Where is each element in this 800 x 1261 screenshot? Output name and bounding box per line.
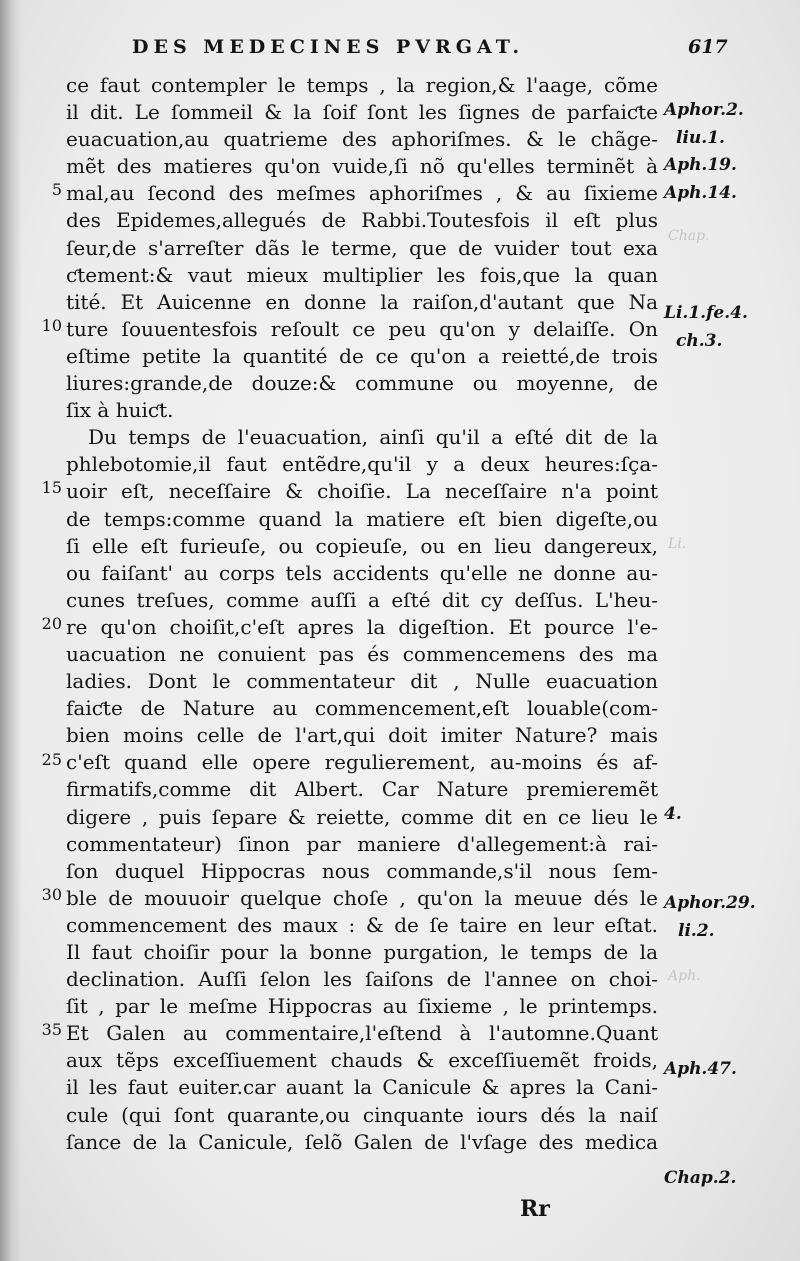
margin-reference: Aph.14.	[664, 183, 737, 203]
text-line: bien moins celle de l'art,qui doit imiter Nature? mais	[66, 723, 658, 748]
text-line: tité. Et Auicenne en donne la raiſon,d'autant que Na	[66, 289, 658, 314]
line-number: 30	[41, 885, 62, 904]
bleed-through-mark: Aph.	[668, 968, 701, 984]
text-line: faiƈte de Nature au commencement,eſt louable(com-	[66, 696, 658, 721]
text-line: ſon duquel Hippocras nous commande,s'il nous ſem-	[66, 858, 658, 883]
text-line: phlebotomie,il faut entẽdre,qu'il y a deux heures:ſça-	[66, 452, 658, 477]
margin-reference: Aph.19.	[664, 155, 737, 175]
text-line: re qu'on choiſit,c'eſt apres la digeſtion. Et pource l'e-	[66, 614, 658, 639]
text-line: ſance de la Canicule, ſelõ Galen de l'vſage des medica	[66, 1129, 658, 1154]
text-line: mẽt des matieres qu'on vuide,ſi nõ qu'elles terminẽt à	[66, 154, 658, 179]
bleed-through-mark: Chap.	[668, 228, 710, 244]
text-line: Du temps de l'euacuation, ainſi qu'il a eſté dit de la	[88, 425, 658, 450]
text-line: Il faut choiſir pour la bonne purgation, le temps de la	[66, 940, 658, 964]
line-number: 35	[41, 1020, 62, 1039]
margin-reference: Li.1.fe.4.	[664, 303, 748, 323]
line-number: 10	[41, 316, 62, 335]
body-text	[41, 72, 658, 1156]
text-line: ƈtement:& vaut mieux multiplier les fois,que la quan	[66, 262, 658, 287]
text-line: uoir eſt, neceſſaire & choiſie. La neceſſaire n'a point	[66, 479, 658, 504]
page-header	[0, 36, 800, 66]
margin-reference: Aph.47.	[664, 1059, 737, 1079]
line-number: 15	[41, 478, 62, 497]
text-line: de temps:comme quand la matiere eſt bien digeſte,ou	[66, 506, 658, 531]
line-number: 25	[41, 750, 62, 769]
margin-reference: 4.	[664, 804, 682, 824]
signature-mark: Rr	[520, 1196, 550, 1222]
margin-reference: ch.3.	[676, 331, 723, 351]
text-line: digere , puis ſepare & reiette, comme dit en ce lieu le	[66, 804, 658, 829]
text-line: il les faut euiter.car auant la Canicule & apres la Cani-	[66, 1075, 658, 1100]
text-line: eſtime petite la quantité de ce qu'on a reietté,de trois	[66, 343, 658, 368]
text-line: ce faut contempler le temps , la region,& l'aage, cõme	[66, 73, 658, 97]
text-line: mal,au ſecond des meſmes aphoriſmes , & au ſixieme	[66, 181, 658, 206]
text-line: il dit. Le ſommeil & la ſoif ſont les ſignes de parfaiƈte	[66, 100, 658, 125]
text-line: des Epidemes,allegués de Rabbi.Toutesfois il eſt plus	[66, 208, 658, 233]
line-number: 5	[51, 180, 62, 199]
text-line: commentateur) ſinon par maniere d'allegement:à rai-	[66, 831, 658, 856]
text-line: ſix à huiƈt.	[66, 398, 174, 423]
text-line: ture ſouuentesfois reſoult ce peu qu'on y delaiſſe. On	[66, 316, 658, 341]
text-line: firmatifs,comme dit Albert. Car Nature premieremẽt	[66, 777, 658, 802]
text-line: Et Galen au commentaire,l'eſtend à l'automne.Quant	[66, 1021, 658, 1046]
page-number: 617	[688, 36, 728, 58]
margin-reference: liu.1.	[676, 128, 725, 148]
text-line: uacuation ne conuient pas és commencemens des ma	[66, 641, 658, 666]
text-line: cule (qui ſont quarante,ou cinquante iours dés la naiſ	[66, 1102, 658, 1127]
text-line: euacuation,au quatrieme des aphoriſmes. & le chãge-	[66, 127, 658, 152]
text-line: liures:grande,de douze:& commune ou moyenne, de	[66, 371, 658, 396]
text-line: ou faiſant' au corps tels accidents qu'elle ne donne au-	[66, 560, 658, 585]
text-line: ſi elle eſt furieuſe, ou copieuſe, ou en lieu dangereux,	[66, 533, 658, 558]
text-line: cunes treſues, comme auſſi a eſté dit cy deſſus. L'heu-	[66, 587, 658, 612]
margin-reference: Aphor.29.	[664, 893, 756, 913]
text-line: ſeur,de s'arreſter dãs le terme, que de vuider tout exa	[66, 235, 658, 260]
text-line: aux tẽps exceſſiuement chauds & exceſſiuemẽt froids,	[66, 1048, 658, 1073]
margin-reference: li.2.	[678, 921, 715, 941]
text-line: commencement des maux : & de ſe taire en leur eſtat.	[66, 912, 658, 937]
margin-reference: Aphor.2.	[664, 100, 744, 120]
running-head: DES MEDECINES PVRGAT.	[132, 36, 525, 58]
text-line: ble de mouuoir quelque choſe , qu'on la meuue dés le	[66, 885, 658, 910]
text-line: c'eſt quand elle opere regulierement, au-moins és af-	[66, 750, 658, 775]
text-line: ladies. Dont le commentateur dit , Nulle euacuation	[66, 669, 658, 694]
line-number: 20	[41, 614, 62, 633]
page-gutter-shadow	[0, 0, 22, 1261]
margin-reference: Chap.2.	[664, 1168, 737, 1188]
bleed-through-mark: Li.	[668, 536, 687, 552]
text-line: ſit , par le meſme Hippocras au ſixieme , le printemps.	[66, 994, 658, 1019]
text-line: declination. Auſſi ſelon les ſaiſons de l'annee on choi-	[66, 967, 658, 992]
